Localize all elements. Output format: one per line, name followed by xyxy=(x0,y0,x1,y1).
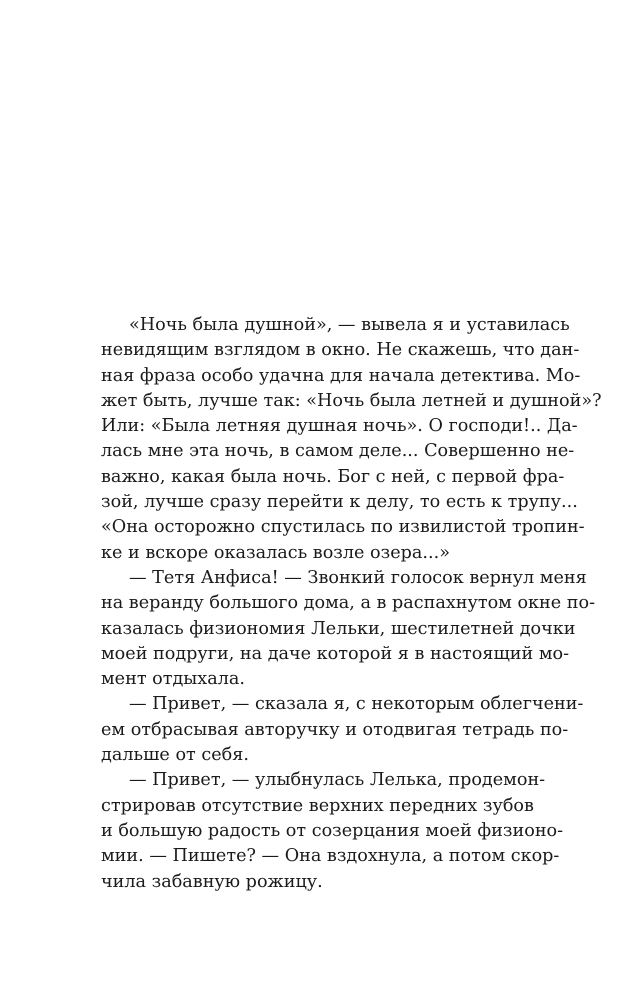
text-line: на веранду большого дома, а в распахнутом окне по- xyxy=(101,593,596,614)
text-line: чила забавную рожицу. xyxy=(101,871,323,892)
text-line: «Она осторожно спустилась по извилистой тропин- xyxy=(101,517,585,538)
text-line: «Ночь была душной», — вывела я и уставилась xyxy=(129,315,570,335)
text-line: стрировав отсутствие верхних передних зубов xyxy=(101,795,534,816)
text-line: лась мне эта ночь, в самом деле... Совершенно не- xyxy=(101,441,575,462)
text-line: жет быть, лучше так: «Ночь была летней и душной»? xyxy=(101,390,602,411)
text-line: ке и вскоре оказалась возле озера...» xyxy=(101,542,450,563)
text-line: ем отбрасывая авторучку и отодвигая тетрадь по- xyxy=(101,719,569,740)
text-line: казалась физиономия Лельки, шестилетней дочки xyxy=(101,618,576,639)
text-line: ная фраза особо удачна для начала детектива. Мо- xyxy=(101,365,581,386)
text-line: зой, лучше сразу перейти к делу, то есть к трупу... xyxy=(101,492,578,513)
body-text xyxy=(101,313,602,895)
text-line: моей подруги, на даче которой я в настоящий мо- xyxy=(101,643,570,664)
text-line: и большую радость от созерцания моей физионо- xyxy=(101,820,564,841)
text-line: Или: «Была летняя душная ночь». О господи!.. Да- xyxy=(101,416,578,437)
text-line: мент отдыхала. xyxy=(101,669,245,690)
text-line: мии. — Пишете? — Она вздохнула, а потом скор- xyxy=(101,846,560,867)
text-line: дальше от себя. xyxy=(101,745,249,766)
text-line: — Привет, — сказала я, с некоторым облегчени- xyxy=(129,694,584,715)
text-line: важно, какая была ночь. Бог с ней, с первой фра- xyxy=(101,466,565,487)
text-line: — Привет, — улыбнулась Лелька, продемон- xyxy=(129,770,546,791)
text-line: — Тетя Анфиса! — Звонкий голосок вернул меня xyxy=(129,567,587,588)
text-line: невидящим взглядом в окно. Не скажешь, что дан- xyxy=(101,340,580,361)
